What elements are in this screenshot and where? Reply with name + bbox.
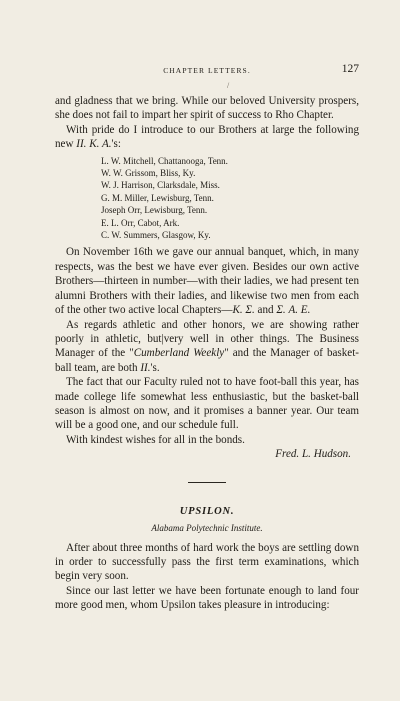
fraternity-letters-short: II. (140, 361, 151, 374)
banquet-text: On November 16th we gave our annual banquet, which, in many respects, was the best we have ever given. Besides our own active Brothers—thirteen in number—with their ladies, we had present ten alumni Brothers with their ladies, and likewise two men from each of the other two active local Chapters— (55, 246, 359, 317)
intro-suffix: 's: (111, 138, 121, 151)
list-item: C. W. Summers, Glasgow, Ky. (101, 230, 211, 241)
signature: Fred. L. Hudson. (275, 448, 351, 461)
list-item: L. W. Mitchell, Chattanooga, Tenn. (101, 155, 228, 166)
honors-middle: " and the Manager of basket-ball team, are both (55, 347, 359, 374)
paragraph-exams: After about three months of hard work the boys are settling down in order to successfully pass the first term examinations, which begin very soon. (55, 541, 359, 583)
running-head (55, 63, 359, 90)
paragraph-new-men: Since our last letter we have been fortunate enough to land four more good men, whom Upsilon takes pleasure in introducing: (55, 584, 359, 612)
section-subheading: Alabama Polytechnic Institute. (151, 522, 263, 533)
fraternity-letters: II. K. A. (76, 138, 112, 151)
page-number: 127 (341, 63, 359, 75)
list-item: W. J. Harrison, Clarksdale, Miss. (101, 180, 220, 191)
paragraph-introduction (55, 123, 359, 152)
intro-text: With pride do I introduce to our Brothers at large the following new (55, 123, 359, 151)
section-divider (188, 482, 226, 483)
banquet-and: and (254, 304, 277, 317)
paragraph-banquet (55, 245, 359, 317)
running-title: CHAPTER LETTERS. (163, 66, 251, 75)
paragraph-closing: With kindest wishes for all in the bonds. (66, 433, 245, 446)
chapter-name-1: K. Σ. (232, 304, 255, 317)
list-item: W. W. Grissom, Bliss, Ky. (101, 168, 196, 179)
paragraph-continued: and gladness that we bring. While our beloved University prospers, she does not fail to impart her spirit of success to Rho Chapter. (55, 95, 359, 122)
list-item: G. M. Miller, Lewisburg, Tenn. (101, 192, 214, 203)
honors-suffix: 's. (150, 361, 160, 374)
paragraph-football: The fact that our Faculty ruled not to have foot-ball this year, has made college life somewhat less enthusiastic, but the basket-ball season is almost on now, and it promises a banner year. Our team will be a good one, and our schedule full. (55, 376, 359, 432)
chapter-name-2: Σ. A. E. (276, 304, 311, 317)
list-item: E. L. Orr, Cabot, Ark. (101, 217, 180, 228)
honors-text: As regards athletic and other honors, we are showing rather poorly in athletic, but|very well in other things. The Business Manager of the " (55, 318, 359, 360)
publication-name: Cumberland Weekly (133, 347, 225, 360)
pencil-tick-mark: / (227, 81, 230, 90)
list-item: Joseph Orr, Lewisburg, Tenn. (101, 205, 208, 216)
section-heading: UPSILON. (179, 505, 235, 517)
paragraph-honors (55, 318, 359, 376)
new-members-list (101, 155, 359, 242)
